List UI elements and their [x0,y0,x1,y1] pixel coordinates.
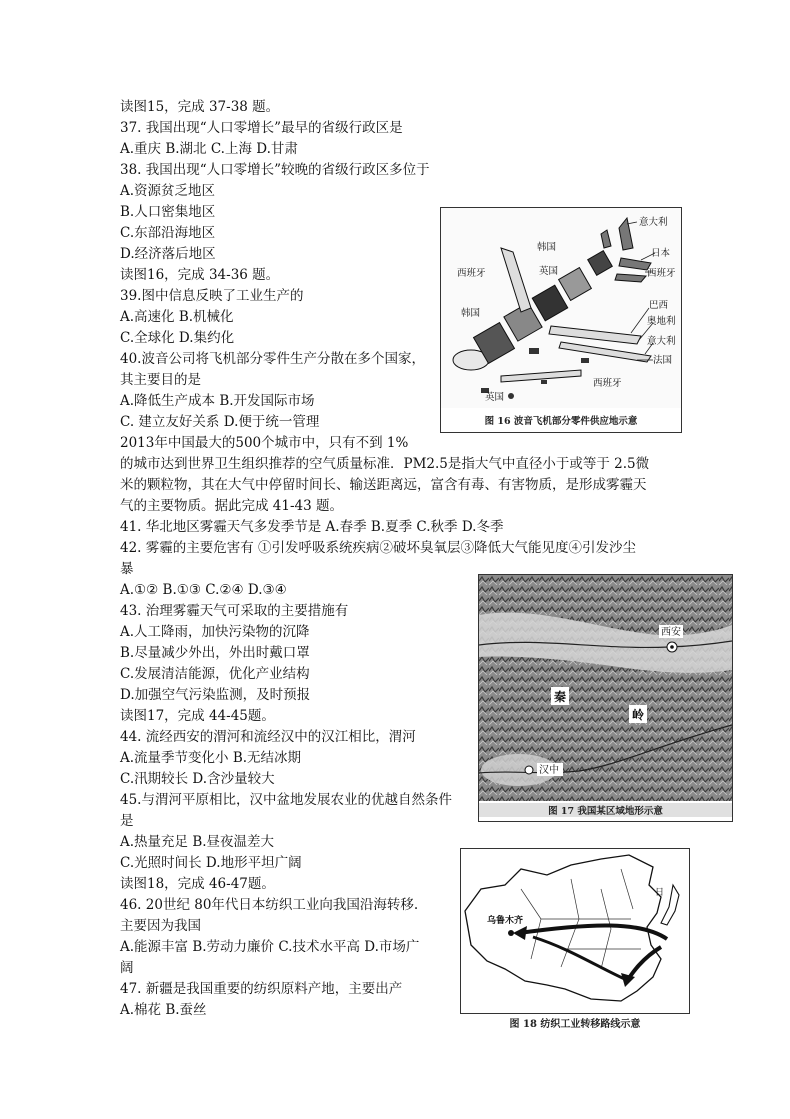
label-ling: 岭 [632,708,645,722]
figure-16-caption: 图 16 波音飞机部分零件供应地示意 [484,416,638,427]
label-korea-2: 韩国 [461,308,481,319]
option-line: B.尽量减少外出，外出时戴口罩 [120,645,310,661]
option-line: A.①② B.①③ C.②④ D.③④ [120,582,287,598]
question-45: 45.与渭河平原相比，汉中盆地发展农业的优越自然条件 [120,792,452,808]
text-line: 阔 [120,960,134,976]
question-39: 39.图中信息反映了工业生产的 [120,288,304,304]
option-line: B.人口密集地区 [120,204,216,220]
question-38: 38. 我国出现“人口零增长”较晚的省级行政区多位于 [120,162,430,178]
question-37-options: A.重庆 B.湖北 C.上海 D.甘肃 [120,141,298,157]
option-line: A.棉花 B.蚕丝 [120,1002,207,1018]
label-italy-1: 意大利 [639,217,668,228]
figure-17-caption: 图 17 我国某区域地形示意 [479,803,732,817]
label-hanzhong: 汉中 [539,765,559,776]
option-line: D.加强空气污染监测，及时预报 [120,687,311,703]
passage-line: 的城市达到世界卫生组织推荐的空气质量标准．PM2.5是指大气中直径小于或等于 2.5微 [120,456,650,472]
question-37: 37. 我国出现“人口零增长”最早的省级行政区是 [120,120,403,136]
option-line: A.热量充足 B.昼夜温差大 [120,834,275,850]
label-korea-1: 韩国 [537,242,557,253]
label-qin: 秦 [554,690,567,704]
question-47: 47. 新疆是我国重要的纺织原料产地，主要出产 [120,981,403,997]
text-line: 主要因为我国 [120,918,201,934]
text-line: 读图16，完成 34-36 题。 [120,267,280,283]
text-line: 暴 [120,561,134,577]
label-italy-2: 意大利 [647,336,676,347]
question-43: 43. 治理雾霾天气可采取的主要措施有 [120,603,349,619]
question-40: 40.波音公司将飞机部分零件生产分散在多个国家， [120,351,425,367]
option-line: C.发展清洁能源，优化产业结构 [120,666,310,682]
label-france: 法国 [653,355,673,366]
label-urumqi: 乌鲁木齐 [487,916,524,926]
passage-line: 2013年中国最大的500个城市中，只有不到 1% [120,435,409,451]
question-41: 41. 华北地区雾霾天气多发季节是 A.春季 B.夏季 C.秋季 D.冬季 [120,519,504,535]
option-line: C.全球化 D.集约化 [120,330,235,346]
figure-18 [460,848,690,1014]
label-uk-1: 英国 [539,266,559,277]
label-austria: 奥地利 [647,316,676,327]
label-spain-1: 西班牙 [647,268,676,279]
route-map [461,849,689,1013]
figure-18-caption: 图 18 纺织工业转移路线示意 [509,1019,641,1030]
option-line: C.光照时间长 D.地形平坦广阔 [120,855,302,871]
label-brazil: 巴西 [649,300,669,311]
option-line: A.高速化 B.机械化 [120,309,234,325]
label-spain-3: 西班牙 [593,378,622,389]
text-line: 读图15，完成 37-38 题。 [120,99,280,115]
option-line: A.降低生产成本 B.开发国际市场 [120,393,315,409]
text-line: 是 [120,813,134,829]
label-xian: 西安 [661,627,681,638]
label-japan-map: 日 [655,888,665,898]
text-line: 读图17，完成 44-45题。 [120,708,275,724]
figure-17 [478,574,733,822]
option-line: C.东部沿海地区 [120,225,216,241]
option-line: A.能源丰富 B.劳动力廉价 C.技术水平高 D.市场广 [120,939,420,955]
passage-line: 米的颗粒物，其在大气中停留时间长、输送距离远，富含有毒、有害物质，是形成雾霾天 [120,477,647,493]
figure-16 [440,207,682,433]
option-line: C.汛期较长 D.含沙量较大 [120,771,275,787]
label-japan: 日本 [651,248,671,259]
option-line: C. 建立友好关系 D.便于统一管理 [120,414,320,430]
airplane-parts-diagram [441,208,681,408]
option-line: A.资源贫乏地区 [120,183,216,199]
text-line: 读图18，完成 46-47题。 [120,876,275,892]
label-spain-2: 西班牙 [457,268,486,279]
terrain-map [479,575,732,801]
question-44: 44. 流经西安的渭河和流经汉中的汉江相比，渭河 [120,729,416,745]
passage-line: 气的主要物质。据此完成 41-43 题。 [120,498,344,514]
option-line: A.人工降雨，加快污染物的沉降 [120,624,310,640]
text-line: 其主要目的是 [120,372,201,388]
option-line: D.经济落后地区 [120,246,216,262]
label-uk-2: 英国 [485,392,505,403]
question-46: 46. 20世纪 80年代日本纺织工业向我国沿海转移. [120,897,419,913]
option-line: A.流量季节变化小 B.无结冰期 [120,750,302,766]
question-42: 42. 雾霾的主要危害有 ①引发呼吸系统疾病②破坏臭氧层③降低大气能见度④引发沙尘 [120,540,637,556]
